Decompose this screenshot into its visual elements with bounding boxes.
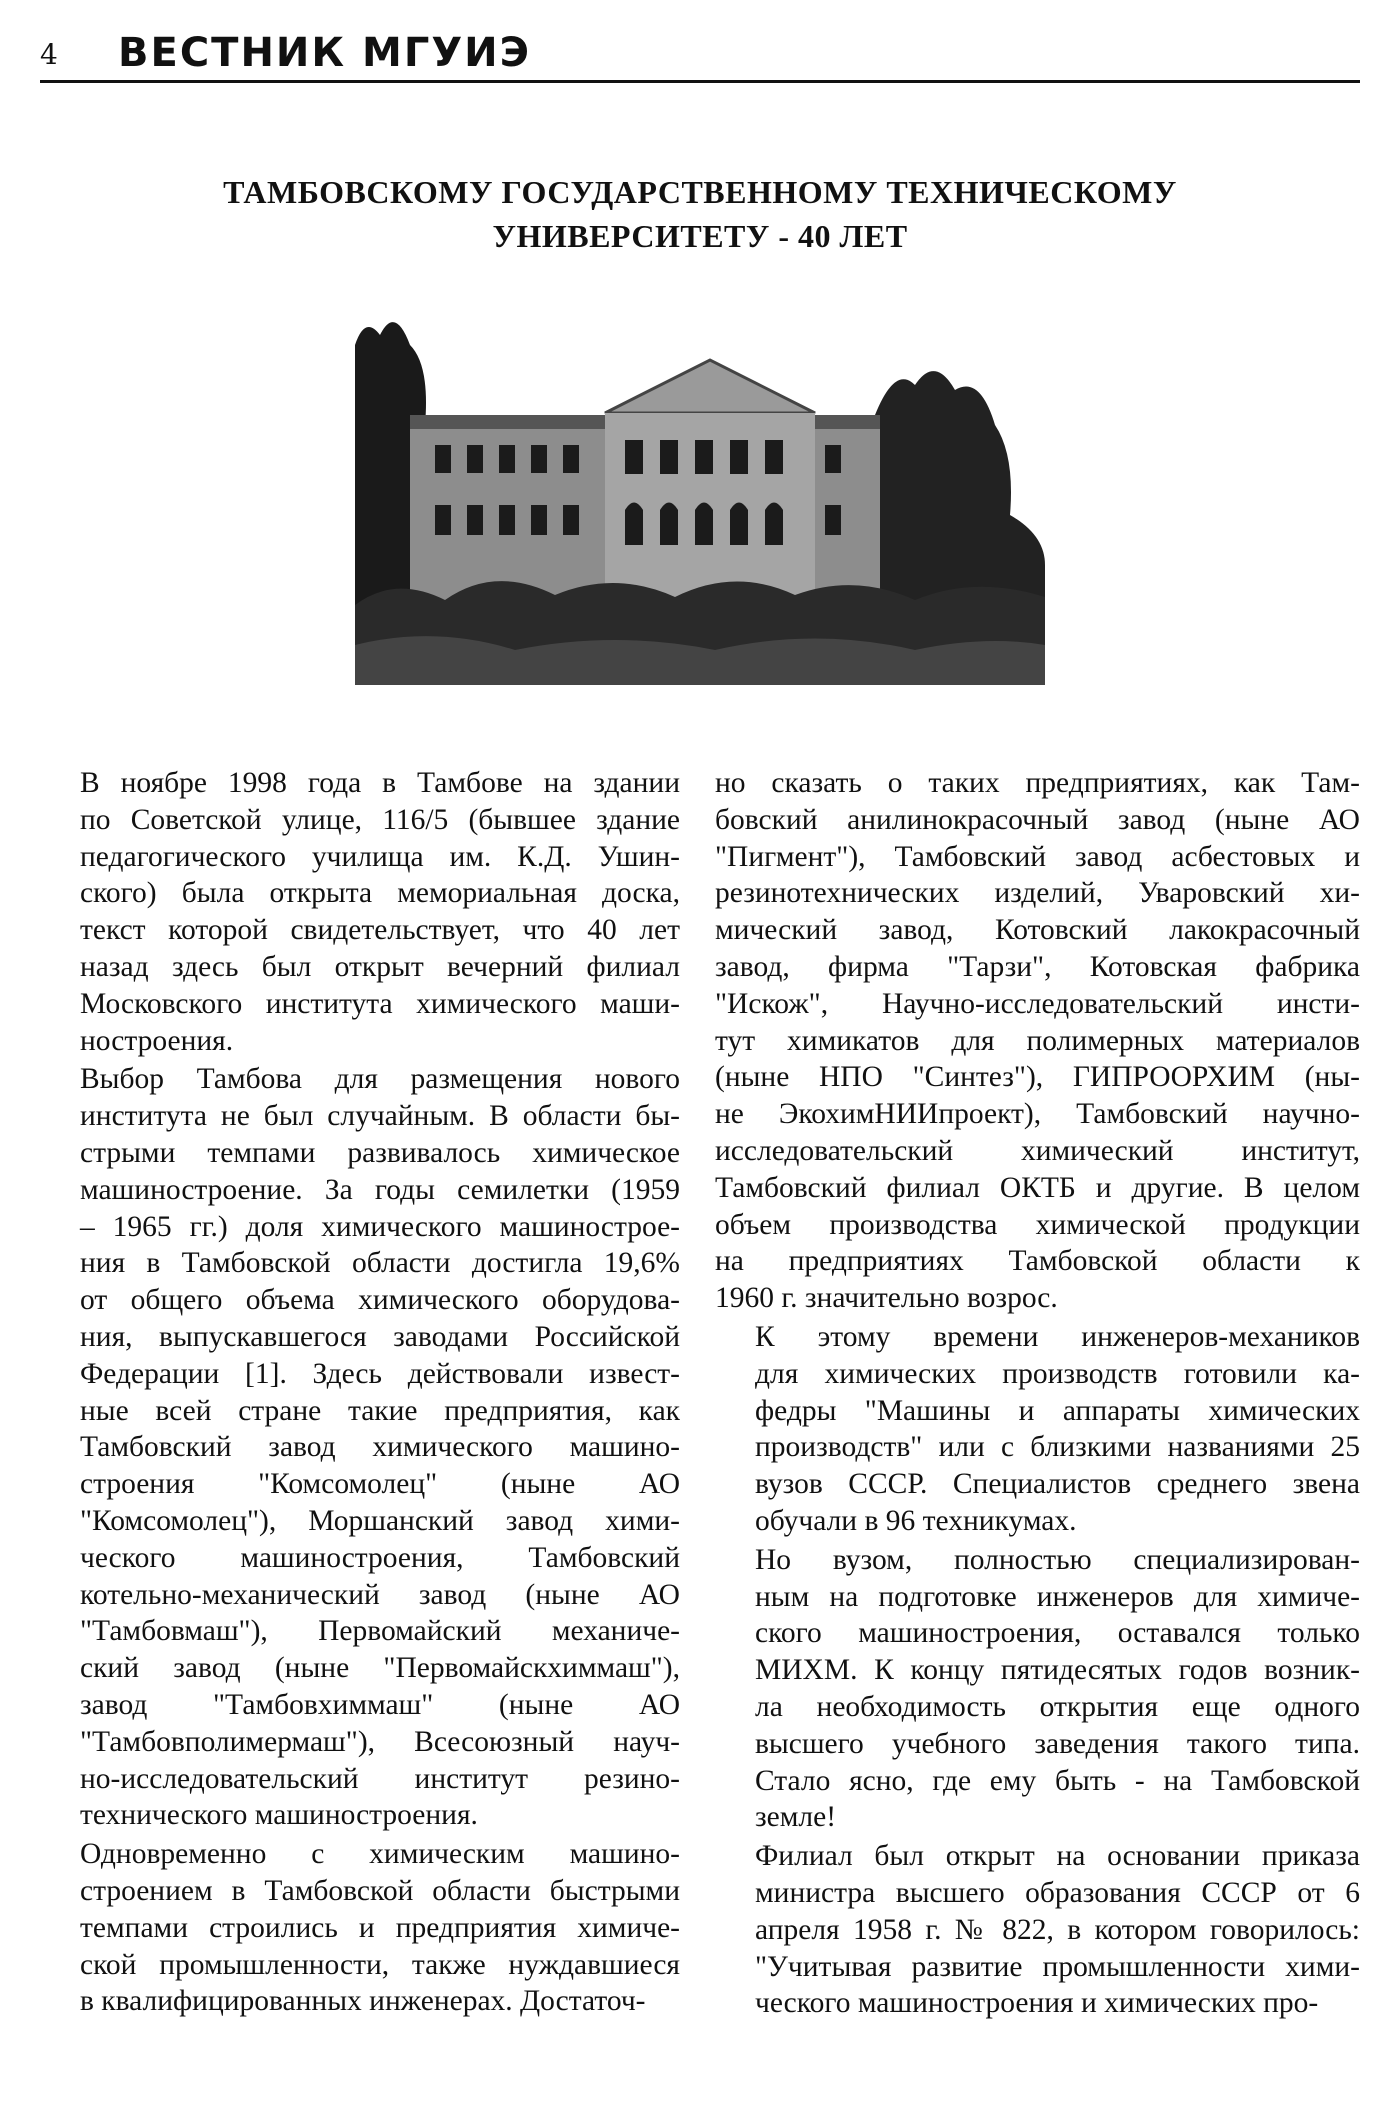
text-line: "Учитывая развитие промышленности хими- (755, 1950, 1360, 1983)
text-line: по Советской улице, 116/5 (бывшее здание (80, 803, 680, 836)
text-line: ский завод (ныне "Первомайскхиммаш"), (80, 1652, 680, 1685)
text-line: вузов СССР. Специалистов среднего звена (755, 1468, 1360, 1501)
text-line: В ноябре 1998 года в Тамбове на здании (80, 767, 680, 799)
text-line: ческого машиностроения и химических про- (755, 1987, 1319, 2020)
university-building-photo (355, 305, 1045, 685)
text-line: завод "Тамбовхиммаш" (ныне АО (80, 1688, 680, 1721)
paragraph (715, 765, 1360, 1317)
text-line: Тамбовский завод химического машино- (80, 1431, 680, 1464)
running-header (40, 28, 1360, 84)
text-line: "Пигмент"), Тамбовский завод асбестовых и (715, 840, 1360, 873)
text-line: строения "Комсомолец" (ныне АО (80, 1468, 680, 1501)
text-line: педагогического училища им. К.Д. Ушин- (80, 840, 680, 873)
paragraph (40, 1061, 680, 1834)
text-line: завод, фирма "Тарзи", Котовская фабрика (715, 950, 1360, 983)
text-line: строением в Тамбовской области быстрыми (80, 1874, 680, 1907)
text-line: но-исследовательский институт резино- (80, 1762, 680, 1795)
text-line: резинотехнических изделий, Уваровский хи- (715, 877, 1360, 910)
text-line: ния, выпускавшегося заводами Российской (80, 1320, 680, 1353)
article-title (120, 170, 1280, 258)
text-line: Выбор Тамбова для размещения нового (80, 1063, 680, 1096)
text-line: ным на подготовке инженеров для химиче- (755, 1580, 1360, 1613)
text-line: Одновременно с химическим машино- (80, 1838, 680, 1871)
text-line: Московского института химического маши- (80, 987, 680, 1020)
text-line: ные всей стране такие предприятия, как (80, 1394, 680, 1427)
text-line: федры "Машины и аппараты химических (755, 1394, 1360, 1427)
text-line: бовский анилинокрасочный завод (ныне АО (715, 803, 1360, 836)
text-line: "Тамбовмаш"), Первомайский механиче- (80, 1615, 680, 1648)
text-line: ского машиностроения, оставался только (755, 1617, 1360, 1650)
text-line: на предприятиях Тамбовской области к (715, 1245, 1360, 1278)
text-line: министра высшего образования СССР от 6 (755, 1876, 1360, 1909)
right-text-column (715, 765, 1360, 2022)
text-line: ской промышленности, также нуждавшиеся (80, 1948, 680, 1981)
text-line: стрыми темпами развивалось химическое (80, 1136, 680, 1169)
text-line: МИХМ. К концу пятидесятых годов возник- (755, 1654, 1360, 1687)
text-line: производств" или с близкими названиями 25 (755, 1431, 1360, 1464)
text-line: ского) была открыта мемориальная доска, (80, 877, 680, 910)
text-line: Тамбовский филиал ОКТБ и другие. В целом (715, 1171, 1360, 1204)
text-line: К этому времени инженеров-механиков (755, 1320, 1360, 1353)
text-line: котельно-механический завод (ныне АО (80, 1578, 680, 1611)
text-line: (ныне НПО "Синтез"), ГИПРООРХИМ (ны- (715, 1061, 1360, 1094)
text-line: Но вузом, полностью специализирован- (755, 1543, 1360, 1576)
text-line: апреля 1958 г. № 822, в котором говорилось: (755, 1913, 1360, 1946)
text-line: исследовательский химический институт, (715, 1134, 1360, 1167)
text-line: ния в Тамбовской области достигла 19,6% (80, 1247, 680, 1280)
paragraph (715, 1319, 1360, 1540)
paragraph (40, 1836, 680, 2020)
text-line: земле! (755, 1801, 837, 1834)
paragraph (40, 765, 680, 1059)
text-line: технического машиностроения. (80, 1799, 478, 1832)
text-line: "Комсомолец"), Моршанский завод хими- (80, 1504, 680, 1537)
text-line: ла необходимость открытия еще одного (755, 1690, 1360, 1723)
text-line: "Искож", Научно-исследовательский инсти- (715, 987, 1360, 1020)
paragraph (715, 1542, 1360, 1836)
text-line: назад здесь был открыт вечерний филиал (80, 950, 680, 983)
text-line: обучали в 96 техникумах. (755, 1504, 1077, 1537)
page-number: 4 (40, 38, 58, 71)
text-line: – 1965 гг.) доля химического машинострое- (80, 1210, 680, 1243)
left-text-column (40, 765, 680, 2020)
text-line: 1960 г. значительно возрос. (715, 1282, 1058, 1315)
text-line: Филиал был открыт на основании приказа (755, 1840, 1360, 1873)
text-line: ческого машиностроения, Тамбовский (80, 1541, 680, 1574)
text-line: машиностроение. За годы семилетки (1959 (80, 1173, 680, 1206)
text-line: не ЭкохимНИИпроект), Тамбовский научно- (715, 1098, 1360, 1131)
text-line: ностроения. (80, 1024, 234, 1057)
text-line: от общего объема химического оборудова- (80, 1284, 680, 1317)
text-line: для химических производств готовили ка- (755, 1357, 1360, 1390)
header-rule (40, 80, 1360, 83)
text-line: темпами строились и предприятия химиче- (80, 1911, 680, 1944)
text-line: текст которой свидетельствует, что 40 лет (80, 914, 680, 947)
text-line: Федерации [1]. Здесь действовали извест- (80, 1357, 680, 1390)
text-line: мический завод, Котовский лакокрасочный (715, 914, 1360, 947)
text-line: тут химикатов для полимерных материалов (715, 1024, 1360, 1057)
text-line: института не был случайным. В области бы- (80, 1100, 680, 1133)
journal-title: ВЕСТНИК МГУИЭ (118, 30, 531, 76)
text-line: Стало ясно, где ему быть - на Тамбовской (755, 1764, 1360, 1797)
paragraph (715, 1838, 1360, 2022)
text-line: в квалифицированных инженерах. Достаточ- (80, 1985, 646, 2018)
text-line: объем производства химической продукции (715, 1208, 1360, 1241)
article-title-line-1: ТАМБОВСКОМУ ГОСУДАРСТВЕННОМУ ТЕХНИЧЕСКОМУ (223, 174, 1177, 210)
text-line: "Тамбовполимермаш"), Всесоюзный науч- (80, 1725, 680, 1758)
article-title-line-2: УНИВЕРСИТЕТУ - 40 ЛЕТ (492, 218, 908, 254)
text-line: высшего учебного заведения такого типа. (755, 1727, 1360, 1760)
text-line: но сказать о таких предприятиях, как Там- (715, 767, 1360, 799)
